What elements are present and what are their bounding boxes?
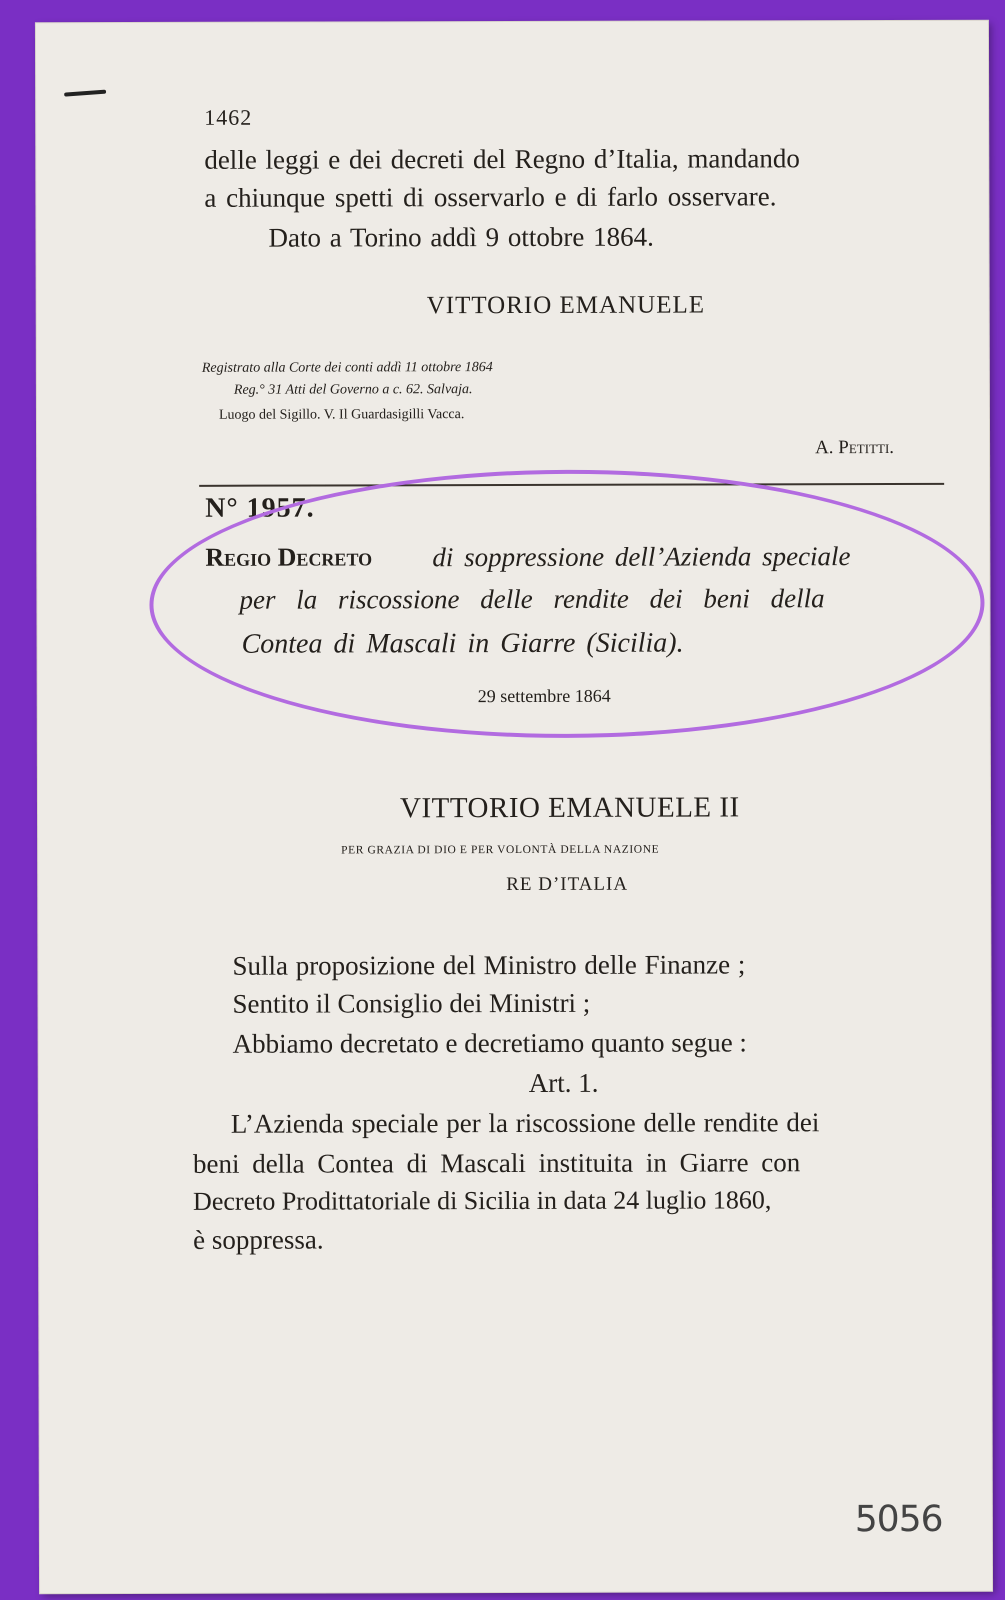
registration-line: Registrato alla Corte dei conti addì 11 ottobre 1864 <box>201 360 493 376</box>
handwritten-number: 5056 <box>854 1498 943 1541</box>
highlight-ellipse <box>149 469 985 739</box>
re-line: RE D’ITALIA <box>506 873 629 896</box>
article-line: L’Azienda speciale per la riscossione delle rendite dei <box>230 1107 820 1139</box>
preamble-line: Sentito il Consiglio dei Ministri ; <box>232 987 591 1019</box>
registration-line: Reg.° 31 Atti del Governo a c. 62. Salvaja. <box>233 382 473 398</box>
decree-title-line: per la riscossione delle rendite dei beni della <box>239 583 825 615</box>
article-line: beni della Contea di Mascali instituita in Giarre con <box>192 1147 801 1179</box>
document-page <box>36 21 992 1593</box>
preamble-line: Sulla proposizione del Ministro delle Finanze ; <box>232 949 746 981</box>
article-line: Decreto Prodittatoriale di Sicilia in data 24 luglio 1860, <box>192 1185 772 1216</box>
decree-date: 29 settembre 1864 <box>477 685 611 707</box>
page-number: 1462 <box>204 104 253 130</box>
decree-title-line: Contea di Mascali in Giarre (Sicilia). <box>241 627 684 660</box>
decree-title-line: di soppressione dell’Azienda speciale <box>432 541 851 573</box>
article-line: è soppressa. <box>193 1224 324 1255</box>
intro-line: delle leggi e dei decreti del Regno d’Italia, mandando <box>204 143 800 175</box>
countersign: A. Petitti. <box>815 437 895 459</box>
decree-number: N° 1957. <box>205 492 315 524</box>
signature-king: VITTORIO EMANUELE <box>426 291 706 320</box>
king-heading: VITTORIO EMANUELE II <box>399 791 740 825</box>
article-label: Art. 1. <box>528 1067 599 1098</box>
dato-line: Dato a Torino addì 9 ottobre 1864. <box>268 221 654 253</box>
preamble-line: Abbiamo decretato e decretiamo quanto segue : <box>232 1027 747 1059</box>
ink-mark <box>64 90 106 97</box>
grace-line: PER GRAZIA DI DIO E PER VOLONTÀ DELLA NAZIONE <box>341 843 660 857</box>
registration-line: Luogo del Sigillo. V. Il Guardasigilli Vacca. <box>218 407 465 423</box>
intro-line: a chiunque spetti di osservarlo e di farlo osservare. <box>204 181 777 213</box>
decree-title-lead: Regio Decreto <box>205 542 373 572</box>
